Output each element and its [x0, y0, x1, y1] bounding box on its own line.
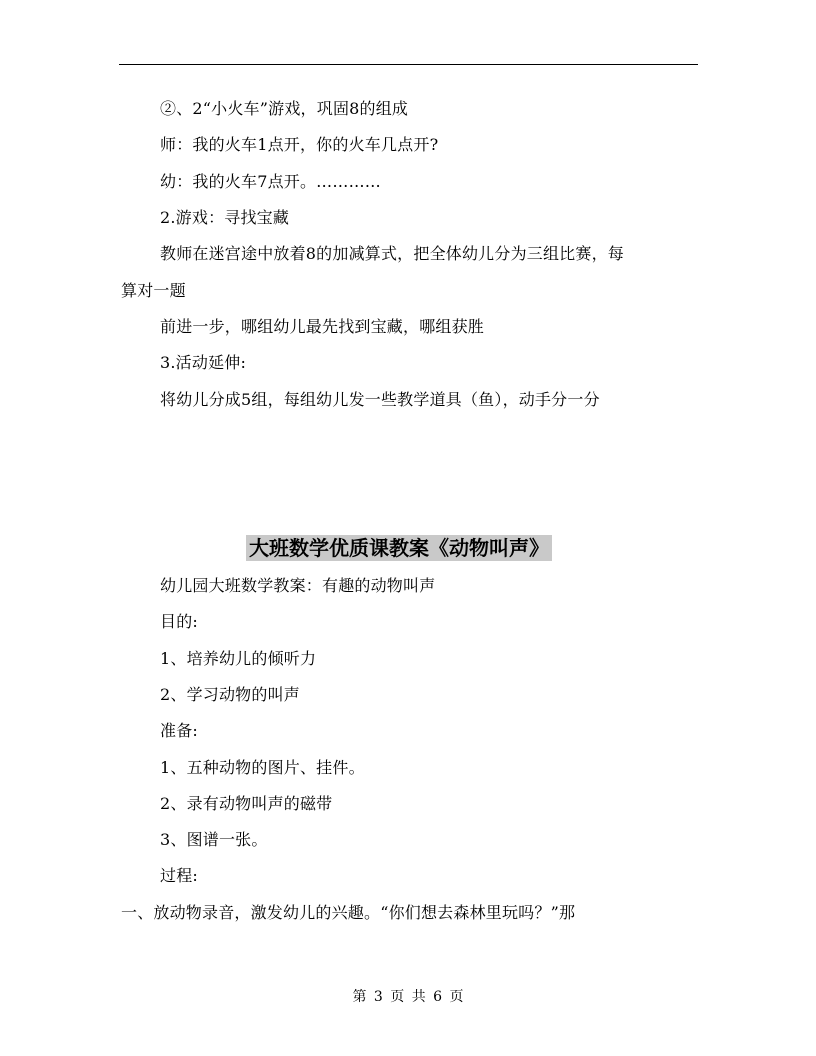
- text-line: 幼：我的火车7点开。…………: [160, 172, 381, 191]
- text-line: 3、图谱一张。: [160, 830, 268, 849]
- text-line: 3.活动延伸:: [160, 353, 247, 372]
- text-line: 准备:: [160, 721, 198, 740]
- text-line: 目的:: [160, 612, 198, 631]
- text-line: 将幼儿分成5组，每组幼儿发一些教学道具（鱼），动手分一分: [160, 390, 600, 409]
- text-line: 教师在迷宫途中放着8的加减算式，把全体幼儿分为三组比赛，每: [160, 244, 624, 263]
- text-line: 2、录有动物叫声的磁带: [160, 794, 333, 813]
- header-rule: [119, 64, 698, 65]
- text-line: 前进一步，哪组幼儿最先找到宝藏，哪组获胜: [160, 317, 485, 336]
- lesson-title: 大班数学优质课教案《动物叫声》: [246, 535, 552, 561]
- text-line: 算对一题: [121, 281, 186, 300]
- text-line: 1、培养幼儿的倾听力: [160, 649, 317, 668]
- text-line: 2、学习动物的叫声: [160, 685, 300, 704]
- text-line: ②、2“小火车”游戏，巩固8的组成: [160, 99, 409, 118]
- page-footer: 第 3 页 共 6 页: [352, 989, 464, 1005]
- text-line: 幼儿园大班数学教案：有趣的动物叫声: [160, 576, 436, 595]
- text-line: 1、五种动物的图片、挂件。: [160, 758, 365, 777]
- text-line: 一、放动物录音，激发幼儿的兴趣。“你们想去森林里玩吗？”那: [121, 903, 576, 922]
- text-line: 师：我的火车1点开，你的火车几点开?: [160, 135, 439, 154]
- text-line: 过程:: [160, 866, 198, 885]
- text-line: 2.游戏：寻找宝藏: [160, 208, 290, 227]
